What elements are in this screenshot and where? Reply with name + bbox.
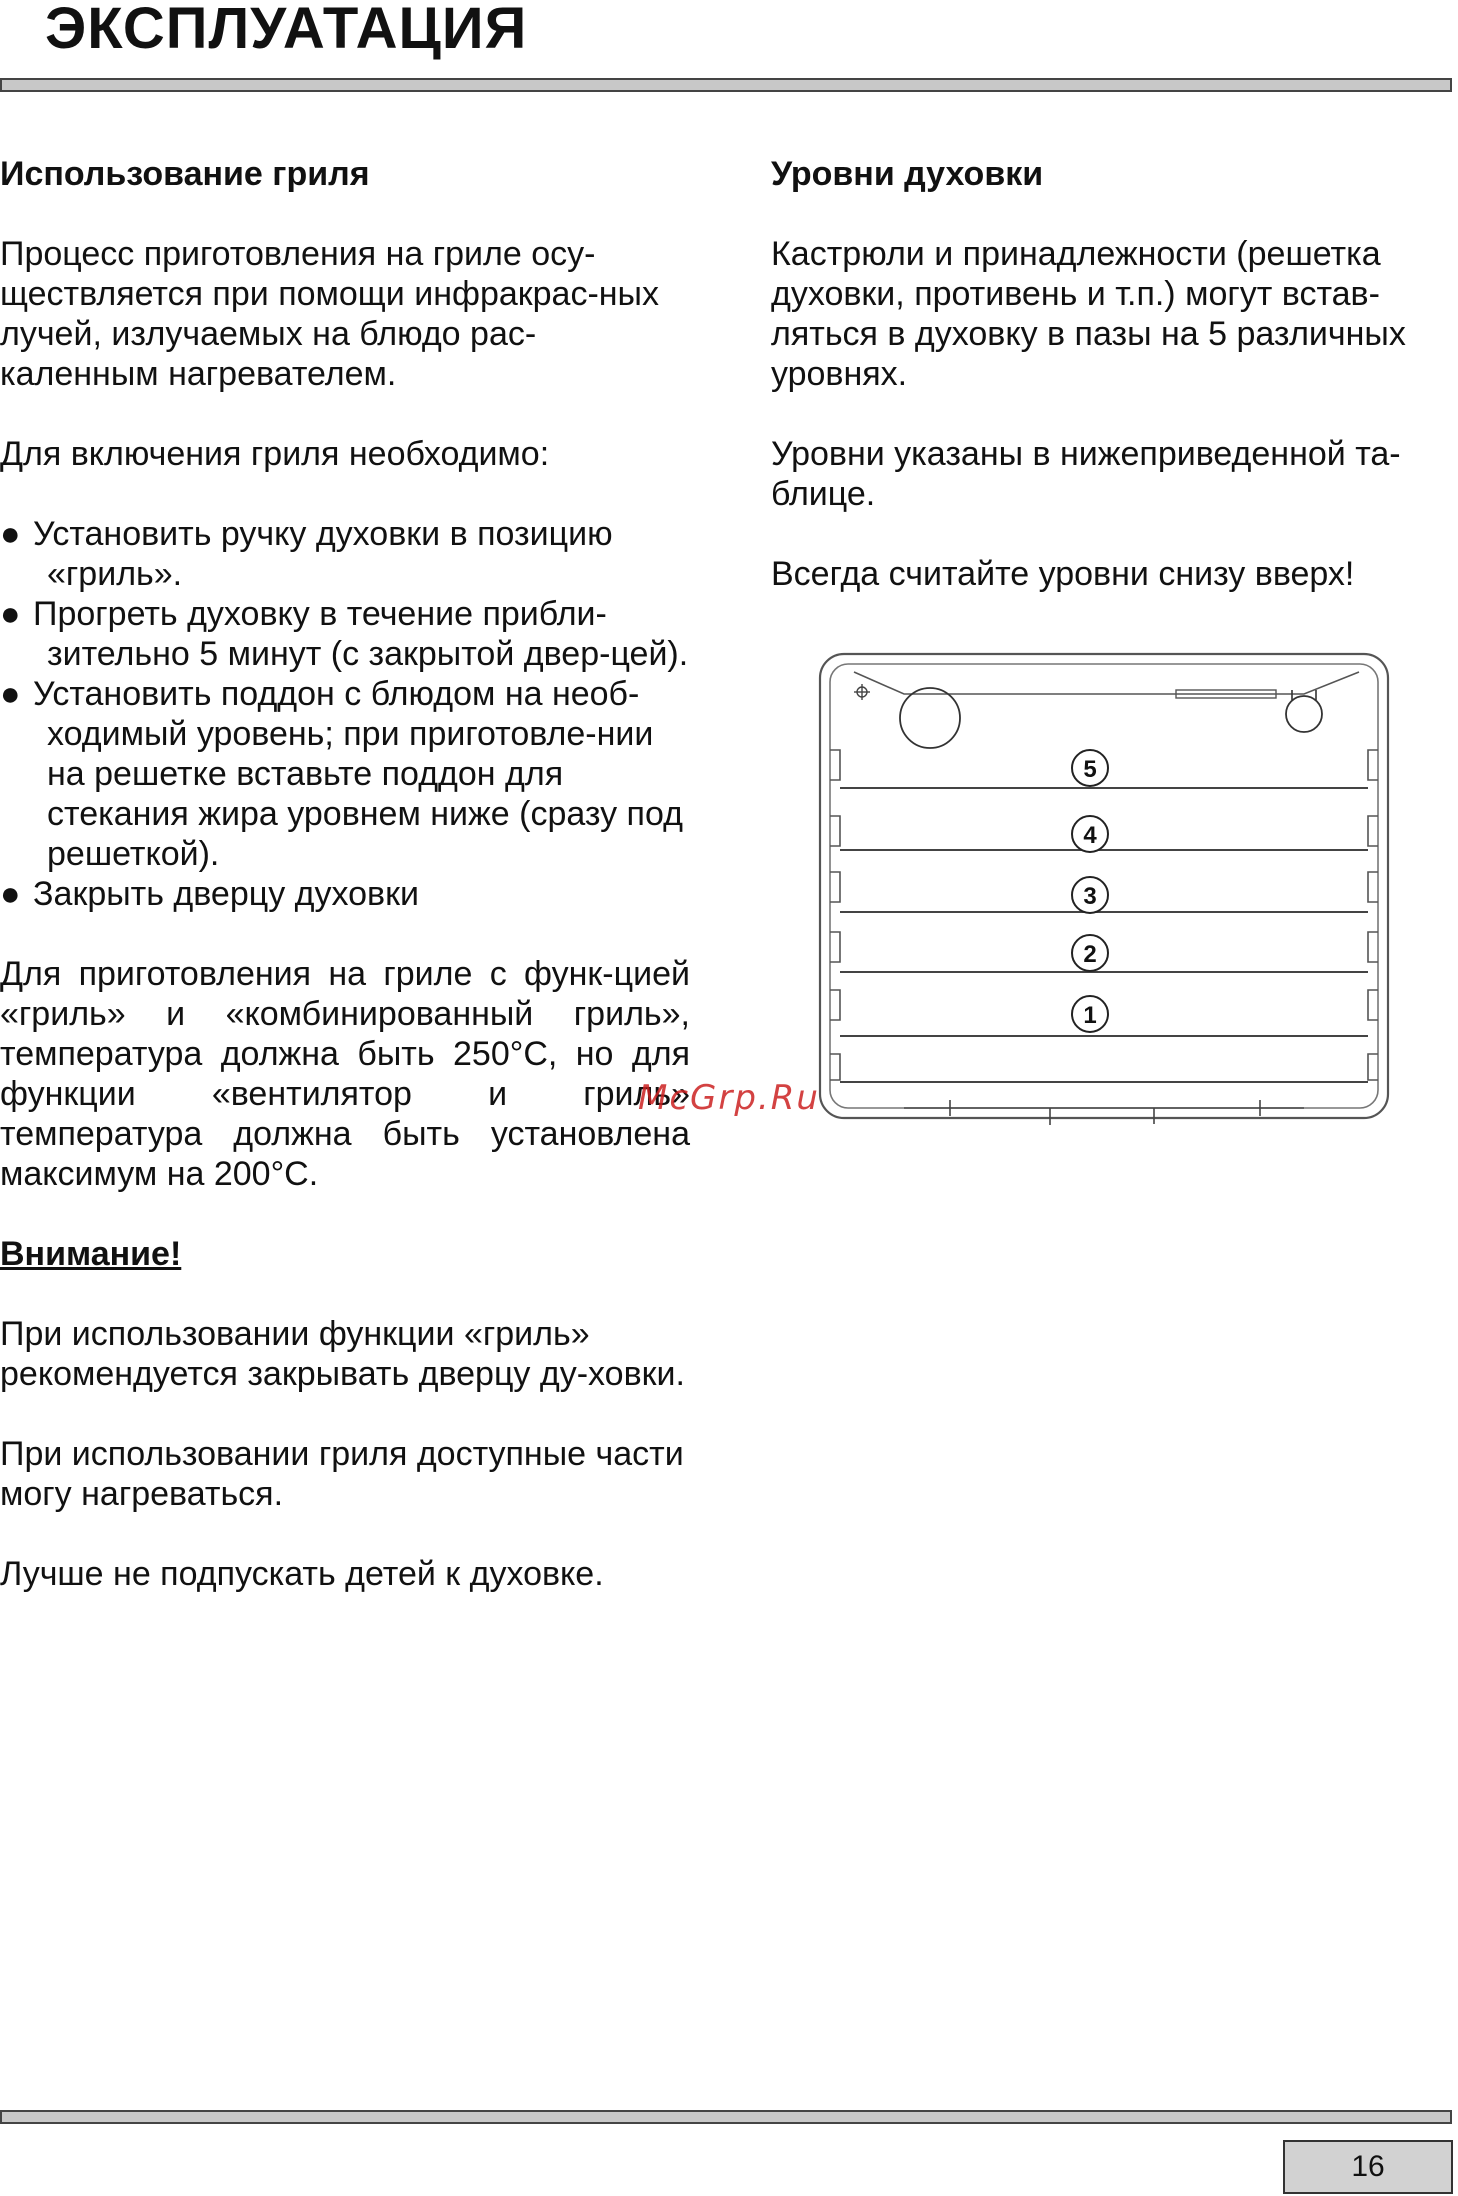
- level-badge-5: [1072, 750, 1108, 786]
- list-item: [0, 874, 690, 914]
- header-rule: [0, 78, 1452, 92]
- bottom-ticks: [904, 1100, 1304, 1125]
- page-title: ЭКСПЛУАТАЦИЯ: [45, 0, 528, 61]
- list-item: [0, 514, 690, 594]
- level-label-4: 4: [1083, 822, 1097, 849]
- grill-enable-lead: Для включения гриля необходимо:: [0, 435, 550, 473]
- grill-intro: Процесс приготовления на гриле осу-ществляется при помощи инфракрас-ных лучей, излучаемых на блюдо рас-каленным нагревателем.: [0, 235, 659, 393]
- oven-top-edge: [854, 672, 1359, 694]
- list-item: [0, 594, 690, 674]
- watermark: McGrp.Ru: [638, 1078, 820, 1118]
- warning-text-1: При использовании функции «гриль» рекомендуется закрывать дверцу ду-ховки.: [0, 1315, 685, 1393]
- bullet-icon: ●: [0, 675, 21, 713]
- oven-fan-mount-icon: [1286, 696, 1322, 732]
- warning-text-2: При использовании гриля доступные части могу нагреваться.: [0, 1435, 684, 1513]
- level-badge-2: [1072, 935, 1108, 971]
- bullet-icon: ●: [0, 875, 21, 913]
- right-rail-supports: [1368, 750, 1378, 1080]
- level-label-1: 1: [1083, 1002, 1097, 1029]
- levels-para-1: Кастрюли и принадлежности (решетка духовки, противень и т.п.) могут встав-ляться в духовку в пазы на 5 различных уровнях.: [771, 235, 1406, 393]
- bullet-icon: ●: [0, 595, 21, 633]
- page-number: 16: [1283, 2140, 1453, 2194]
- step-text: Установить ручку духовки в позицию «гриль».: [33, 515, 613, 593]
- levels-heading: Уровни духовки: [771, 155, 1044, 193]
- level-badge-4: [1072, 816, 1108, 852]
- crosshair-icon: [854, 684, 870, 700]
- levels-para-3: Всегда считайте уровни снизу вверх!: [771, 555, 1355, 593]
- warning-text-3: Лучше не подпускать детей к духовке.: [0, 1555, 604, 1593]
- footer-rule: [0, 2110, 1452, 2124]
- left-rail-supports: [830, 750, 840, 1080]
- left-column: [0, 154, 690, 1634]
- level-badge-1: [1072, 996, 1108, 1032]
- warning-heading: Внимание!: [0, 1235, 182, 1273]
- level-label-5: 5: [1083, 756, 1097, 783]
- levels-para-2: Уровни указаны в нижеприведенной та-блице.: [771, 435, 1401, 513]
- list-item: [0, 674, 690, 874]
- bullet-icon: ●: [0, 515, 21, 553]
- temperature-note: Для приготовления на гриле с функ-цией «гриль» и «комбинированный гриль», температура должна быть 250°С, но для функции «вентилятор и гриль» температура должна быть установлена максимум на 200°С.: [0, 955, 690, 1193]
- step-text: Установить поддон с блюдом на необ-ходимый уровень; при приготовле-нии на решетке вставьте поддон для стекания жира уровнем ниже (сразу под решеткой).: [33, 675, 683, 873]
- grill-heading: Использование гриля: [0, 155, 370, 193]
- level-label-2: 2: [1083, 941, 1097, 968]
- oven-lamp-left-icon: [900, 688, 960, 748]
- level-badge-3: [1072, 877, 1108, 913]
- right-column: [771, 154, 1458, 634]
- step-text: Прогреть духовку в течение прибли-зительно 5 минут (с закрытой двер-цей).: [33, 595, 689, 673]
- level-label-3: 3: [1083, 883, 1097, 910]
- oven-levels-diagram: [814, 650, 1394, 1125]
- grill-steps-list: [0, 514, 690, 914]
- step-text: Закрыть дверцу духовки: [33, 875, 419, 913]
